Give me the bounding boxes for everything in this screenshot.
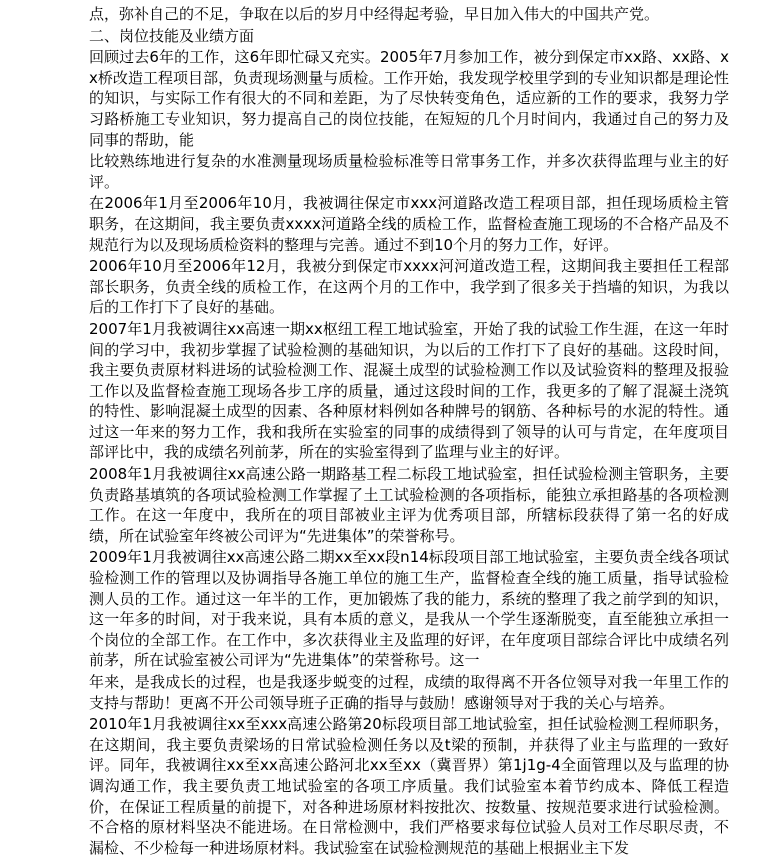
- paragraph-4: 比较熟练地进行复杂的水准测量现场质量检验标准等日常事务工作，并多次获得监理与业主的好评。: [89, 152, 729, 191]
- paragraph-9: 2009年1月我被调往xx高速公路二期xx至xx段n14标段项目部工地试验室，主要负责全线各项试验检测工作的管理以及协调指导各施工单位的施工生产，监督检查全线的施工质量，指导试验检测人员的工作。通过这一年半的工作，更加锻炼了我的能力，系统的整理了我之前学到的知识，这一年多的时间，对于我来说，具有本质的意义，是我从一个学生逐渐脱变，直至能独立承担一个岗位的全部工作。在工作中，多次获得业主及监理的好评，在年度项目部综合评比中成绩名列前茅，所在试验室被公司评为“先进集体”的荣誉称号。这一: [89, 548, 729, 670]
- paragraph-5: 在2006年1月至2006年10月，我被调往保定市xxx河道路改造工程项目部，担任现场质检主管职务，在这期间，我主要负责xxxx河道路全线的质检工作，监督检查施工现场的不合格产品及不规范行为以及现场质检资料的整理与完善。通过不到10个月的努力工作，好评。: [89, 194, 729, 254]
- paragraph-1: 点，弥补自己的不足，争取在以后的岁月中经得起考验，早日加入伟大的中国共产党。: [89, 5, 660, 23]
- paragraph-6: 2006年10月至2006年12月，我被分到保定市xxxx河河道改造工程，这期间我主要担任工程部部长职务，负责全线的质检工作，在这两个月的工作中，我学到了很多关于挡墙的知识，为我以后的工作打下了良好的基础。: [89, 257, 729, 317]
- document-page: [89, 4, 729, 858]
- paragraph-8: 2008年1月我被调往xx高速公路一期路基工程二标段工地试验室，担任试验检测主管职务，主要负责路基填筑的各项试验检测工作掌握了土工试验检测的各项指标，能独立承担路基的各项检测工作。在这一年度中，我所在的项目部被业主评为优秀项目部，所辖标段获得了第一名的好成绩，所在试验室年终被公司评为“先进集体”的荣誉称号。: [89, 465, 729, 545]
- section-heading: 二、岗位技能及业绩方面: [89, 26, 255, 45]
- paragraph-11: 2010年1月我被调往xx至xxx高速公路第20标段项目部工地试验室，担任试验检测工程师职务，在这期间，我主要负责梁场的日常试验检测任务以及t梁的预制，并获得了业主与监理的一致好评。同年，我被调往xx至xx高速公路河北xx至xx（冀晋界）第1j1g-4全面管理以及与监理的协调沟通工作，我主要负责工地试验室的各项工序质量。我们试验室本着节约成本、降低工程造价，在保证工程质量的前提下，对各种进场原材料按批次、按数量、按规范要求进行试验检测。不合格的原材料坚决不能进场。在日常检测中，我们严格要求每位试验人员对工作尽职尽责，不漏检、不少检每一种进场原材料。我试验室在试验检测规范的基础上根据业主下发: [89, 715, 729, 857]
- paragraph-3: 回顾过去6年的工作，这6年即忙碌又充实。2005年7月参加工作，被分到保定市xx路、xx路、xx桥改造工程项目部，负责现场测量与质检。工作开始，我发现学校里学到的专业知识都是理论性的知识，与实际工作有很大的不同和差距，为了尽快转变角色，适应新的工作的要求，我努力学习路桥施工专业知识，努力提高自己的岗位技能，在短短的几个月时间内，我通过自己的努力及同事的帮助，能: [89, 48, 729, 149]
- paragraph-7: 2007年1月我被调往xx高速一期xx枢纽工程工地试验室，开始了我的试验工作生涯，在这一年时间的学习中，我初步掌握了试验检测的基础知识，为以后的工作打下了良好的基础。这段时间，我主要负责原材料进场的试验检测工作、混凝土成型的试验检测工作以及试验资料的整理及报验工作以及监督检查施工现场各步工序的质量，通过这段时间的工作，我更多的了解了混凝土浇筑的特性、影响混凝土成型的因素、各种原材料例如各种牌号的钢筋、各种标号的水泥的特性。通过这一年来的努力工作，我和我所在实验室的同事的成绩得到了领导的认可与肯定，在年度项目部评比中，我的成绩名列前茅，所在的实验室得到了监理与业主的好评。: [89, 319, 729, 462]
- paragraph-10: 年来，是我成长的过程，也是我逐步蜕变的过程，成绩的取得离不开各位领导对我一年里工作的支持与帮助！更离不开公司领导班子正确的指导与鼓励！感谢领导对于我的关心与培养。: [89, 673, 729, 712]
